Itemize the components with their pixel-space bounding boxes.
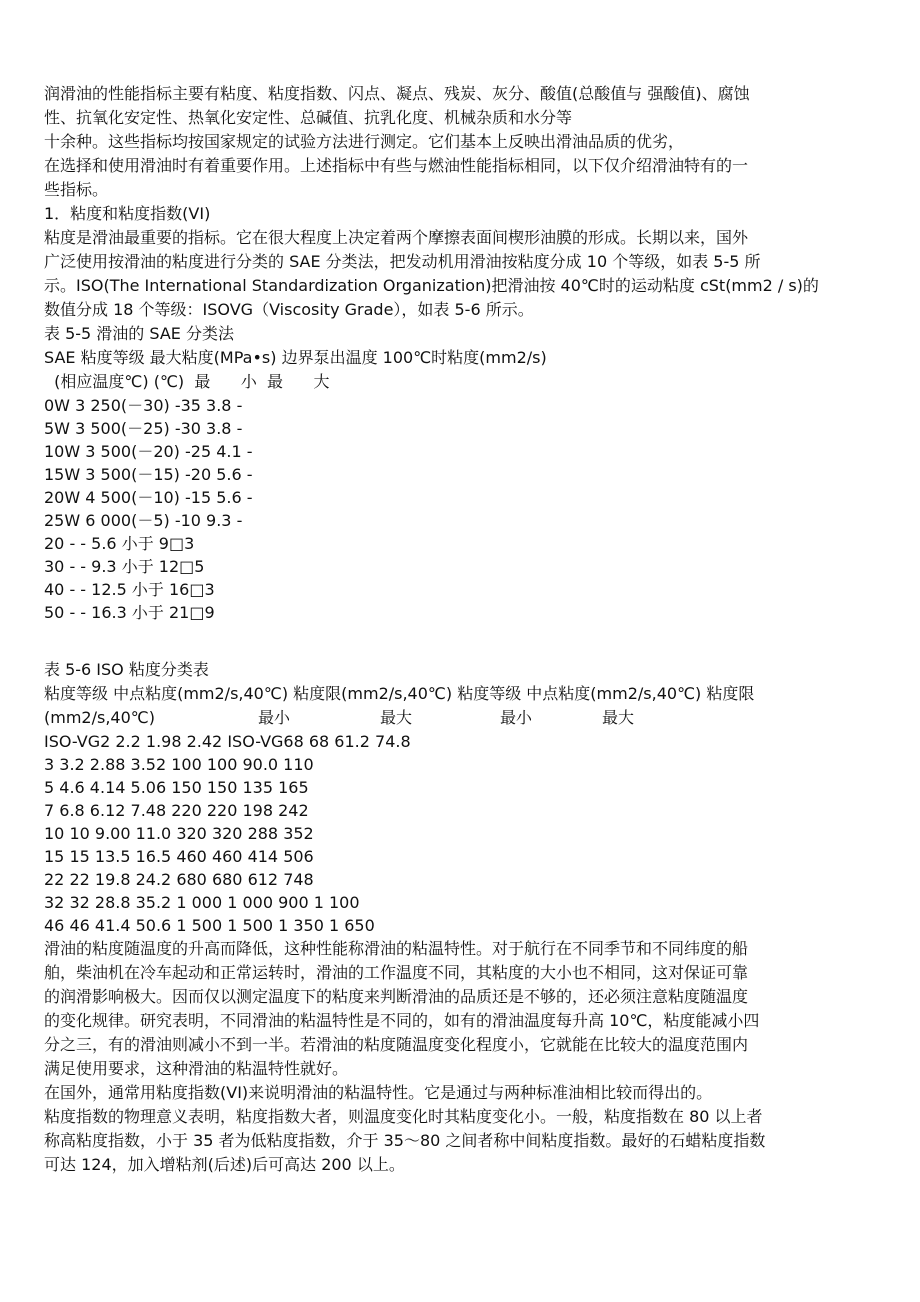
table-5-6 — [44, 658, 878, 937]
intro-paragraph — [44, 82, 878, 202]
text-line: 的润滑影响极大。因而仅以测定温度下的粘度来判断滑油的品质还是不够的，还必须注意粘度随温度 — [44, 987, 749, 1006]
text-line: 粘度是滑油最重要的指标。它在很大程度上决定着两个摩擦表面间楔形油膜的形成。长期以来，国外 — [44, 228, 749, 247]
min-label: 最小 — [258, 708, 291, 727]
table-row: 46 46 41.4 50.6 1 500 1 500 1 350 1 650 — [44, 916, 375, 935]
table-row: 0W 3 250(－30) -35 3.8 - — [44, 396, 243, 415]
table-header: SAE 粘度等级 最大粘度(MPa•s) 边界泵出温度 100℃时粘度(mm2/s) — [44, 348, 547, 367]
table-row: 32 32 28.8 35.2 1 000 1 000 900 1 100 — [44, 893, 360, 912]
max-label: 最大 — [380, 708, 413, 727]
table-row: 15W 3 500(－15) -20 5.6 - — [44, 465, 253, 484]
text-line: 的变化规律。研究表明，不同滑油的粘温特性是不同的，如有的滑油温度每升高 10℃，粘度能减小四 — [44, 1011, 760, 1030]
table-row: 5 4.6 4.14 5.06 150 150 135 165 — [44, 778, 309, 797]
table-row: 3 3.2 2.88 3.52 100 100 90.0 110 — [44, 755, 314, 774]
text-line: 性、抗氧化安定性、热氧化安定性、总碱值、抗乳化度、机械杂质和水分等 — [44, 108, 573, 127]
text-line: 数值分成 18 个等级：ISOVG（Viscosity Grade），如表 5-6 所示。 — [44, 300, 534, 319]
table-row: 15 15 13.5 16.5 460 460 414 506 — [44, 847, 314, 866]
section-heading: 1．粘度和粘度指数(VI) — [44, 204, 211, 223]
min-label: 最小 — [500, 708, 533, 727]
table-row: 20W 4 500(－10) -15 5.6 - — [44, 488, 253, 507]
temperature-paragraph — [44, 937, 878, 1081]
table-row: 10W 3 500(－20) -25 4.1 - — [44, 442, 253, 461]
table-row: 5W 3 500(－25) -30 3.8 - — [44, 419, 243, 438]
text-line: 舶，柴油机在冷车起动和正常运转时，滑油的工作温度不同，其粘度的大小也不相同，这对保证可靠 — [44, 963, 749, 982]
table-row: 25W 6 000(－5) -10 9.3 - — [44, 511, 243, 530]
unit-label: (mm2/s,40℃) — [44, 708, 155, 727]
table-row: ISO-VG2 2.2 1.98 2.42 ISO-VG68 68 61.2 74.8 — [44, 732, 411, 751]
document-page — [44, 82, 878, 1177]
table-row: 7 6.8 6.12 7.48 220 220 198 242 — [44, 801, 309, 820]
text-line: 在选择和使用滑油时有着重要作用。上述指标中有些与燃油性能指标相同，以下仅介绍滑油特有的一 — [44, 156, 749, 175]
table-row: 30 - - 9.3 小于 12□5 — [44, 557, 205, 576]
table-5-5 — [44, 322, 878, 624]
table-row: 50 - - 16.3 小于 21□9 — [44, 603, 215, 622]
vi-paragraph — [44, 1105, 878, 1177]
table-row: 40 - - 12.5 小于 16□3 — [44, 580, 215, 599]
table-row: 22 22 19.8 24.2 680 680 612 748 — [44, 870, 314, 889]
table-subheader: (相应温度℃) (℃) 最 小 最 大 — [44, 372, 330, 391]
spacer — [44, 624, 878, 658]
text-line: 滑油的粘度随温度的升高而降低，这种性能称滑油的粘温特性。对于航行在不同季节和不同纬度的船 — [44, 939, 749, 958]
text-line: 示。ISO(The International Standardization Organization)把滑油按 40℃时的运动粘度 cSt(mm2 / s)的 — [44, 276, 819, 295]
text-line: 广泛使用按滑油的粘度进行分类的 SAE 分类法，把发动机用滑油按粘度分成 10 个等级，如表 5-5 所 — [44, 252, 761, 271]
text-line: 可达 124，加入增粘剂(后述)后可高达 200 以上。 — [44, 1155, 405, 1174]
max-label: 最大 — [602, 708, 635, 727]
text-line: 称高粘度指数，小于 35 者为低粘度指数，介于 35～80 之间者称中间粘度指数。最好的石蜡粘度指数 — [44, 1131, 766, 1150]
table-header: 粘度等级 中点粘度(mm2/s,40℃) 粘度限(mm2/s,40℃) 粘度等级 中点粘度(mm2/s,40℃) 粘度限 — [44, 684, 755, 703]
text-line: 粘度指数的物理意义表明，粘度指数大者，则温度变化时其粘度变化小。一般，粘度指数在 80 以上者 — [44, 1107, 763, 1126]
text-line: 十余种。这些指标均按国家规定的试验方法进行测定。它们基本上反映出滑油品质的优劣， — [44, 132, 685, 151]
text-line: 润滑油的性能指标主要有粘度、粘度指数、闪点、凝点、残炭、灰分、酸值(总酸值与 强酸值)、腐蚀 — [44, 84, 750, 103]
viscosity-paragraph — [44, 226, 878, 322]
table-row: 10 10 9.00 11.0 320 320 288 352 — [44, 824, 314, 843]
text-line: 满足使用要求，这种滑油的粘温特性就好。 — [44, 1059, 349, 1078]
vi-intro-line: 在国外，通常用粘度指数(VI)来说明滑油的粘温特性。它是通过与两种标准油相比较而得出的。 — [44, 1083, 713, 1102]
text-line: 分之三，有的滑油则减小不到一半。若滑油的粘度随温度变化程度小，它就能在比较大的温度范围内 — [44, 1035, 749, 1054]
table-subheader — [44, 706, 878, 730]
table-row: 20 - - 5.6 小于 9□3 — [44, 534, 195, 553]
table-title: 表 5-5 滑油的 SAE 分类法 — [44, 324, 234, 343]
text-line: 些指标。 — [44, 180, 109, 199]
table-title: 表 5-6 ISO 粘度分类表 — [44, 660, 209, 679]
